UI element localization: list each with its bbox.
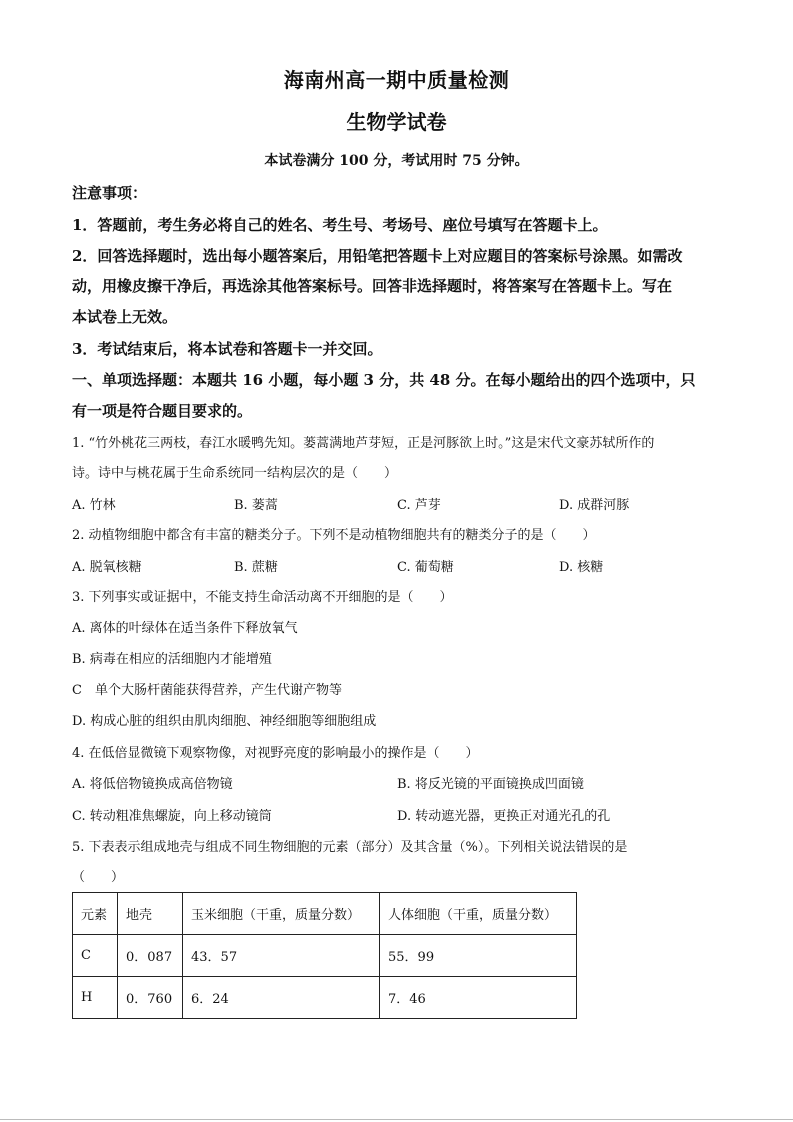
question-2-option-a: A. 脱氧核糖 (72, 560, 142, 575)
table-row (73, 935, 577, 977)
table-cell: H (73, 977, 118, 1019)
question-5-stem: 5. 下表表示组成地壳与组成不同生物细胞的元素（部分）及其含量（%）。下列相关说法错误的是 (72, 840, 628, 855)
table-row (73, 977, 577, 1019)
question-4-stem: 4. 在低倍显微镜下观察物像，对视野亮度的影响最小的操作是（ ） (72, 746, 479, 761)
table-cell: 55．99 (380, 935, 577, 977)
table-cell: 0．760 (118, 977, 183, 1019)
question-4-option-d: D. 转动遮光器，更换正对通光孔的孔 (397, 809, 611, 824)
question-1-stem: 1. “竹外桃花三两枝，春江水暖鸭先知。蒌蒿满地芦芽短，正是河豚欲上时。”这是宋代文豪苏轼所作的 (72, 436, 655, 451)
section-heading-cont: 有一项是符合题目要求的。 (72, 402, 253, 420)
notice-line: 2．回答选择题时，选出每小题答案后，用铅笔把答题卡上对应题目的答案标号涂黑。如需改 (72, 247, 683, 265)
question-1-option-b: B. 蒌蒿 (234, 498, 278, 513)
element-content-table (72, 892, 577, 1019)
exam-info: 本试卷满分 100 分，考试用时 75 分钟。 (264, 153, 529, 169)
question-2-option-c: C. 葡萄糖 (397, 560, 454, 575)
table-header-cell: 人体细胞（干重，质量分数） (380, 893, 577, 935)
table-cell: C (73, 935, 118, 977)
notice-line: 本试卷上无效。 (72, 308, 178, 326)
question-3-option-c: C 单个大肠杆菌能获得营养，产生代谢产物等 (72, 683, 342, 698)
question-1-stem-cont: 诗。诗中与桃花属于生命系统同一结构层次的是（ ） (72, 466, 398, 481)
table-header-cell: 地壳 (118, 893, 183, 935)
question-3-option-b: B. 病毒在相应的活细胞内才能增殖 (72, 652, 272, 667)
section-heading: 一、单项选择题：本题共 16 小题，每小题 3 分，共 48 分。在每小题给出的四个选项中，只 (72, 371, 696, 389)
notice-line: 动，用橡皮擦干净后，再选涂其他答案标号。回答非选择题时，将答案写在答题卡上。写在 (72, 277, 673, 295)
notice-line: 3．考试结束后，将本试卷和答题卡一并交回。 (72, 340, 383, 358)
table-header-cell: 玉米细胞（干重，质量分数） (183, 893, 380, 935)
table-cell: 7．46 (380, 977, 577, 1019)
question-4-option-b: B. 将反光镜的平面镜换成凹面镜 (397, 777, 584, 792)
table-cell: 43．57 (183, 935, 380, 977)
question-2-option-d: D. 核糖 (559, 560, 604, 575)
table-cell: 0．087 (118, 935, 183, 977)
question-1-option-a: A. 竹林 (72, 498, 116, 513)
question-4-option-c: C. 转动粗准焦螺旋，向上移动镜筒 (72, 809, 272, 824)
question-4-option-a: A. 将低倍物镜换成高倍物镜 (72, 777, 233, 792)
notice-heading: 注意事项： (72, 184, 148, 202)
question-5-stem-cont: （ ） (72, 870, 125, 885)
table-header-row (73, 893, 577, 935)
question-3-stem: 3. 下列事实或证据中，不能支持生命活动离不开细胞的是（ ） (72, 590, 453, 605)
question-1-option-d: D. 成群河豚 (559, 498, 630, 513)
page-bottom-divider (0, 1119, 793, 1120)
question-3-option-d: D. 构成心脏的组织由肌肉细胞、神经细胞等细胞组成 (72, 714, 377, 729)
document-subtitle: 生物学试卷 (346, 110, 447, 134)
question-3-option-a: A. 离体的叶绿体在适当条件下释放氧气 (72, 621, 298, 636)
question-2-stem: 2. 动植物细胞中都含有丰富的糖类分子。下列不是动植物细胞共有的糖类分子的是（ ） (72, 528, 596, 543)
question-2-option-b: B. 蔗糖 (234, 560, 278, 575)
document-title: 海南州高一期中质量检测 (283, 68, 510, 92)
table-header-cell: 元素 (73, 893, 118, 935)
notice-line: 1．答题前，考生务必将自己的姓名、考生号、考场号、座位号填写在答题卡上。 (72, 216, 608, 234)
table-cell: 6．24 (183, 977, 380, 1019)
question-1-option-c: C. 芦芽 (397, 498, 441, 513)
